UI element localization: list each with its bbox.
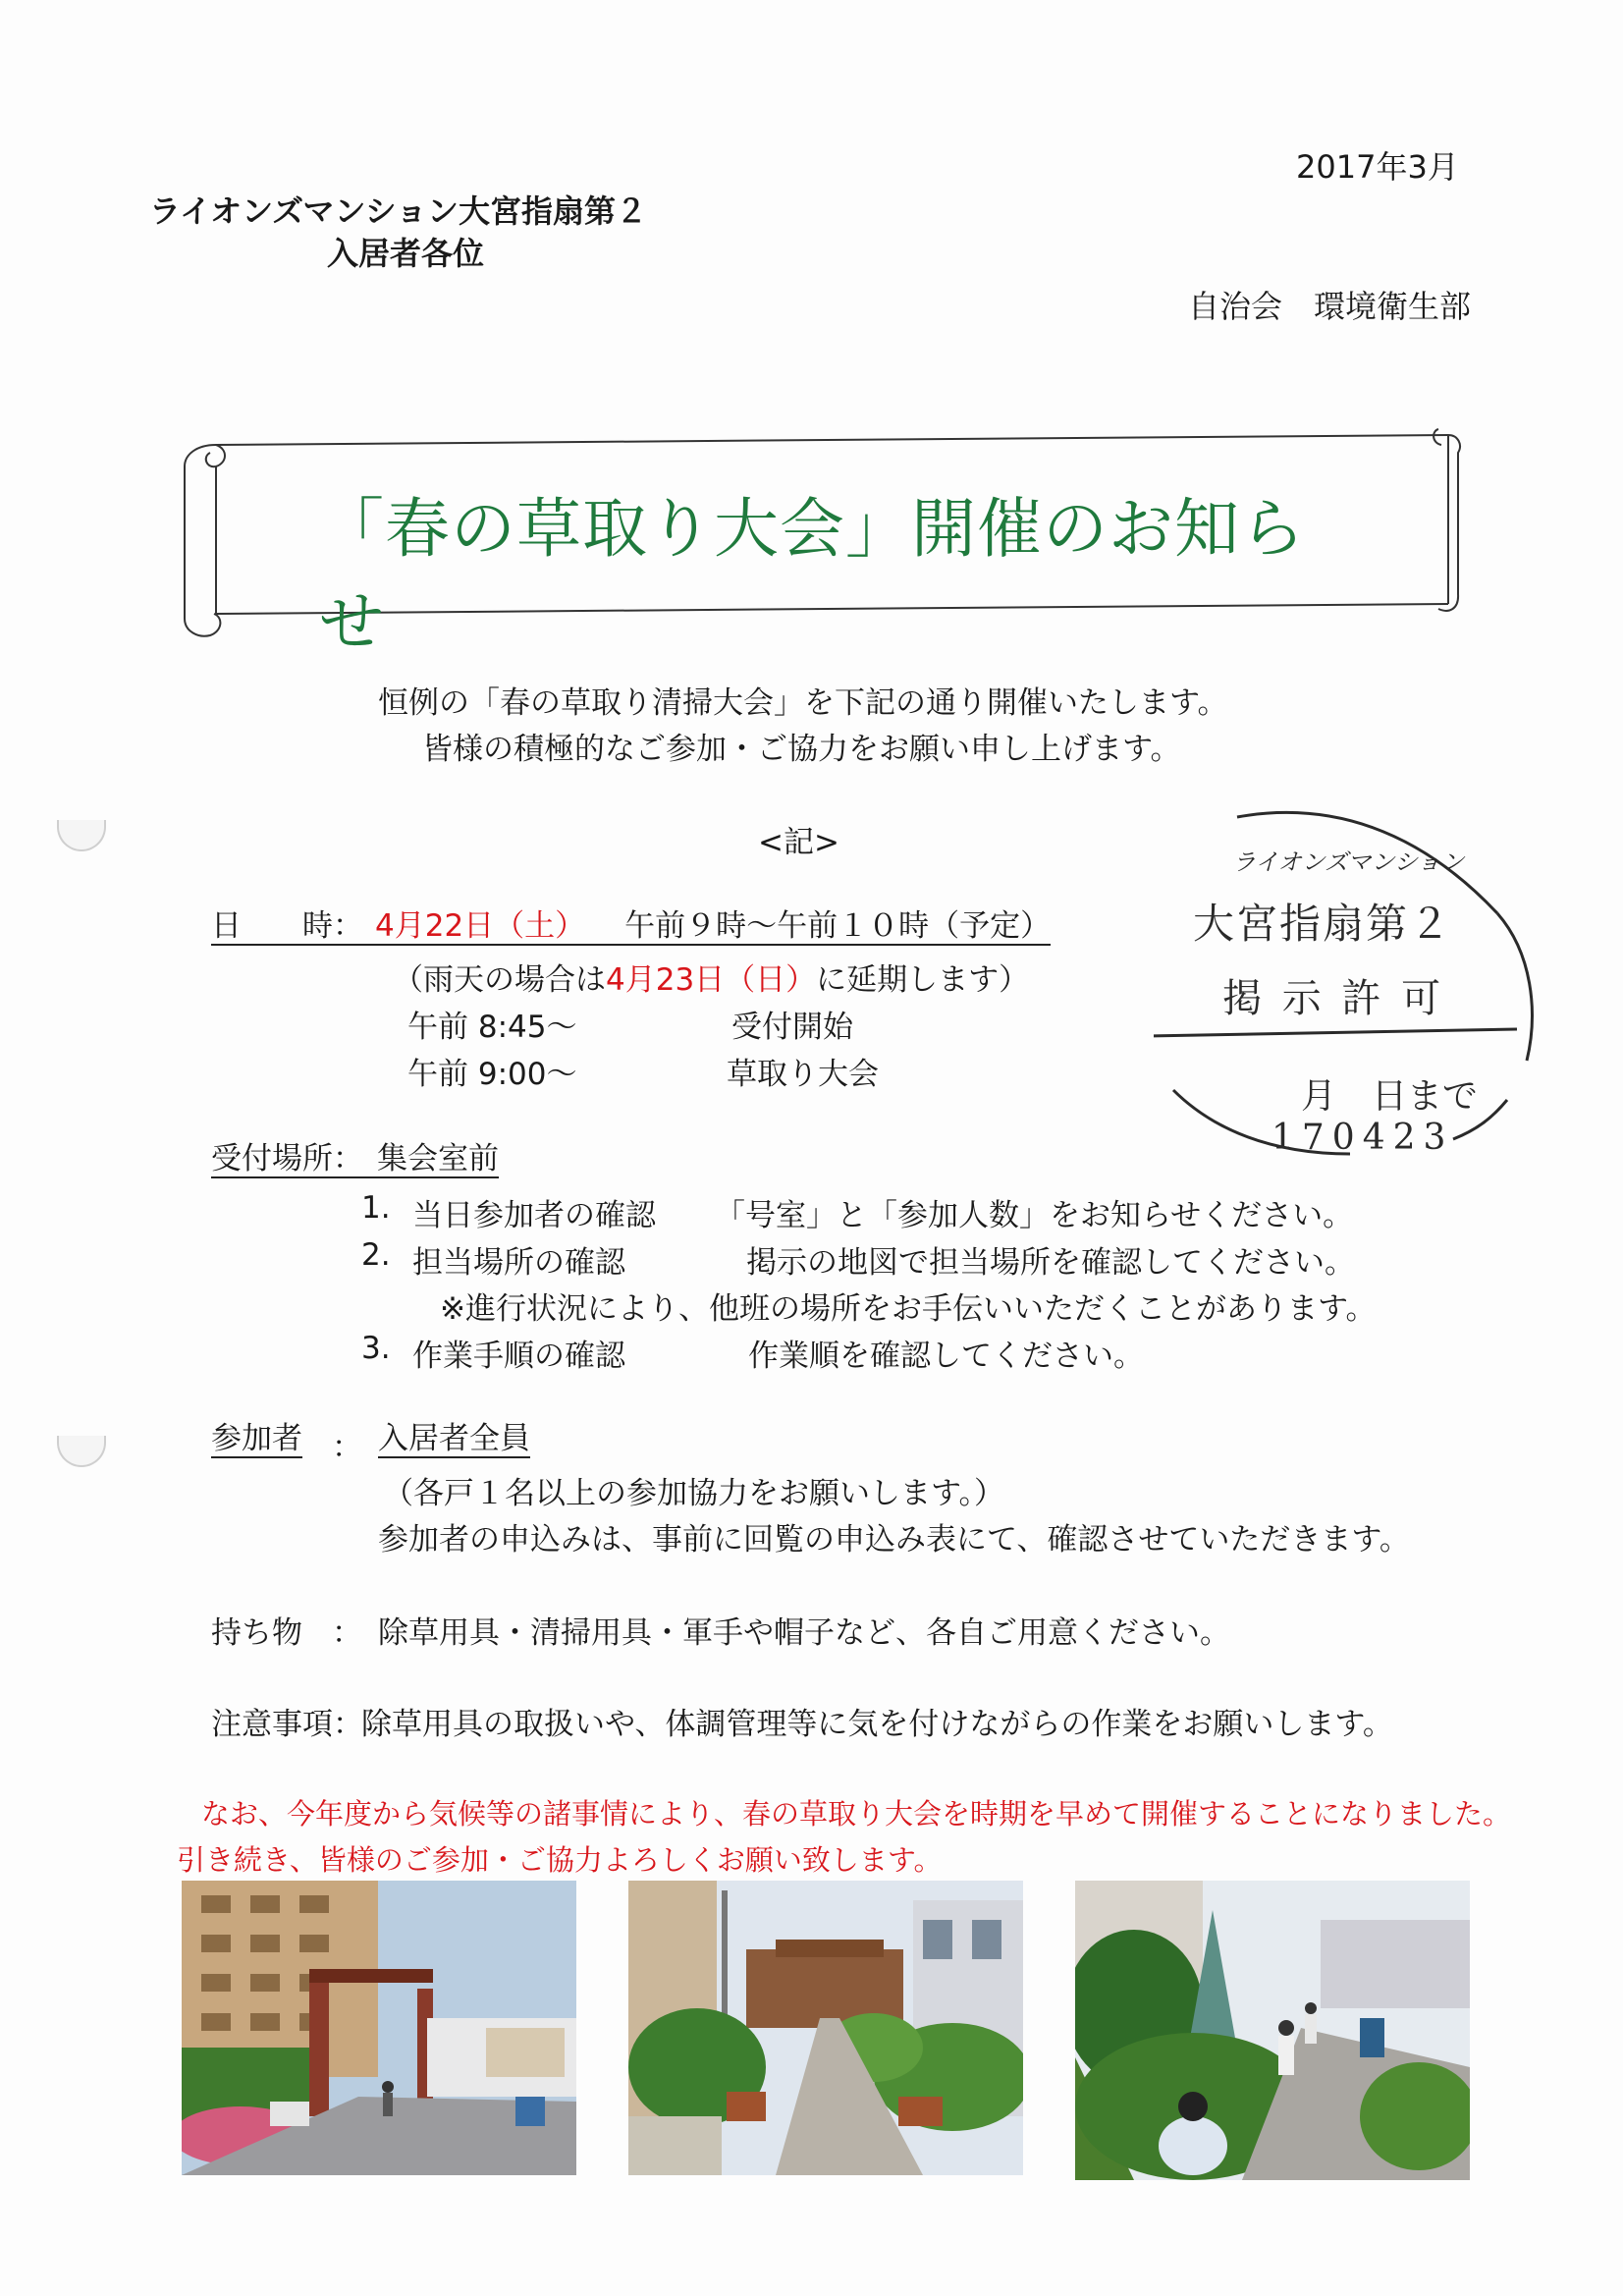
reception-item-2-title: 担当場所の確認 (412, 1245, 625, 1281)
reception-row (211, 1142, 499, 1178)
belongings-label: 持ち物 (211, 1615, 302, 1651)
schedule-event-1: 受付開始 (731, 1010, 853, 1045)
reception-place: 集会室前 (377, 1141, 499, 1176)
stamp-line-1: ライオンズマンション (1232, 848, 1465, 876)
photo-garden-path (628, 1881, 1023, 2175)
schedule-event-2: 草取り大会 (727, 1057, 879, 1092)
rain-prefix: （雨天の場合は (393, 962, 606, 998)
sender-department: 自治会 環境衛生部 (1188, 288, 1472, 325)
document-date: 2017年3月 (1296, 148, 1459, 186)
intro-line-1: 恒例の「春の草取り清掃大会」を下記の通り開催いたします。 (378, 685, 1228, 721)
stamp-line-5: 170423 (1271, 1118, 1454, 1158)
photo-volunteers-weeding (1075, 1881, 1470, 2180)
notes-label: 注意事項： (211, 1707, 363, 1742)
stamp-line-2: 大宮指扇第２ (1193, 900, 1453, 948)
reception-item-2-detail: 掲示の地図で担当場所を確認してください。 (746, 1245, 1355, 1281)
red-notice-line-2: 引き続き、皆様のご参加・ご協力よろしくお願い致します。 (177, 1843, 943, 1877)
schedule-time-1: 午前 8:45～ (407, 1010, 577, 1045)
participants-label: 参加者 (211, 1421, 302, 1456)
rain-suffix: に延期します） (816, 962, 1030, 998)
rain-notice (393, 955, 1029, 999)
schedule-date: 4月22日（土） (375, 908, 586, 944)
reception-item-2-num: 2. (361, 1237, 391, 1273)
recipient-residents: 入居者各位 (327, 235, 485, 272)
reception-item-3-num: 3. (361, 1331, 391, 1366)
intro-line-2: 皆様の積極的なご参加・ご協力をお願い申し上げます。 (422, 732, 1181, 767)
reception-item-1-title: 当日参加者の確認 (412, 1198, 656, 1233)
schedule-time: 午前９時～午前１０時（予定） (624, 908, 1052, 944)
reception-item-3-detail: 作業順を確認してください。 (748, 1339, 1144, 1374)
schedule-label: 日 時： (211, 908, 363, 944)
red-notice-line-1: なお、今年度から気候等の諸事情により、春の草取り大会を時期を早めて開催することになりました。 (201, 1797, 1512, 1831)
participants-line-1: （各戸１名以上の参加協力をお願いします。） (383, 1476, 1005, 1511)
stamp-line-3: 掲 示 許 可 (1222, 976, 1445, 1021)
page-title: 「春の草取り大会」開催のお知らせ (319, 491, 1306, 660)
participants-colon: ： (332, 1430, 362, 1465)
stamp-line-4: 月 日まで (1301, 1076, 1479, 1117)
participants-line-2: 参加者の申込みは、事前に回覧の申込み表にて、確認させていただきます。 (378, 1522, 1410, 1558)
punch-hole-top (57, 820, 106, 851)
reception-item-1-num: 1. (361, 1190, 391, 1226)
recipient-building: ライオンズマンション大宮指扇第２ (149, 192, 648, 230)
reception-note: ※進行状況により、他班の場所をお手伝いいただくことがあります。 (440, 1291, 1377, 1327)
punch-hole-bottom (57, 1436, 106, 1467)
belongings-value: 除草用具・清掃用具・軍手や帽子など、各自ご用意ください。 (378, 1615, 1230, 1651)
ki-heading: <記> (758, 825, 839, 860)
posting-permit-stamp (1154, 805, 1546, 1178)
schedule-row (211, 909, 1051, 946)
belongings-colon: ： (332, 1615, 362, 1651)
reception-label: 受付場所： (211, 1141, 363, 1176)
rain-date: 4月23日（日） (606, 962, 817, 998)
reception-item-3-title: 作業手順の確認 (412, 1339, 625, 1374)
schedule-time-2: 午前 9:00～ (407, 1057, 577, 1092)
photo-building-gate (182, 1881, 576, 2175)
reception-item-1-detail: 「号室」と「参加人数」をお知らせください。 (715, 1198, 1354, 1233)
notes-value: 除草用具の取扱いや、体調管理等に気を付けながらの作業をお願いします。 (361, 1707, 1393, 1742)
participants-value: 入居者全員 (378, 1421, 530, 1456)
